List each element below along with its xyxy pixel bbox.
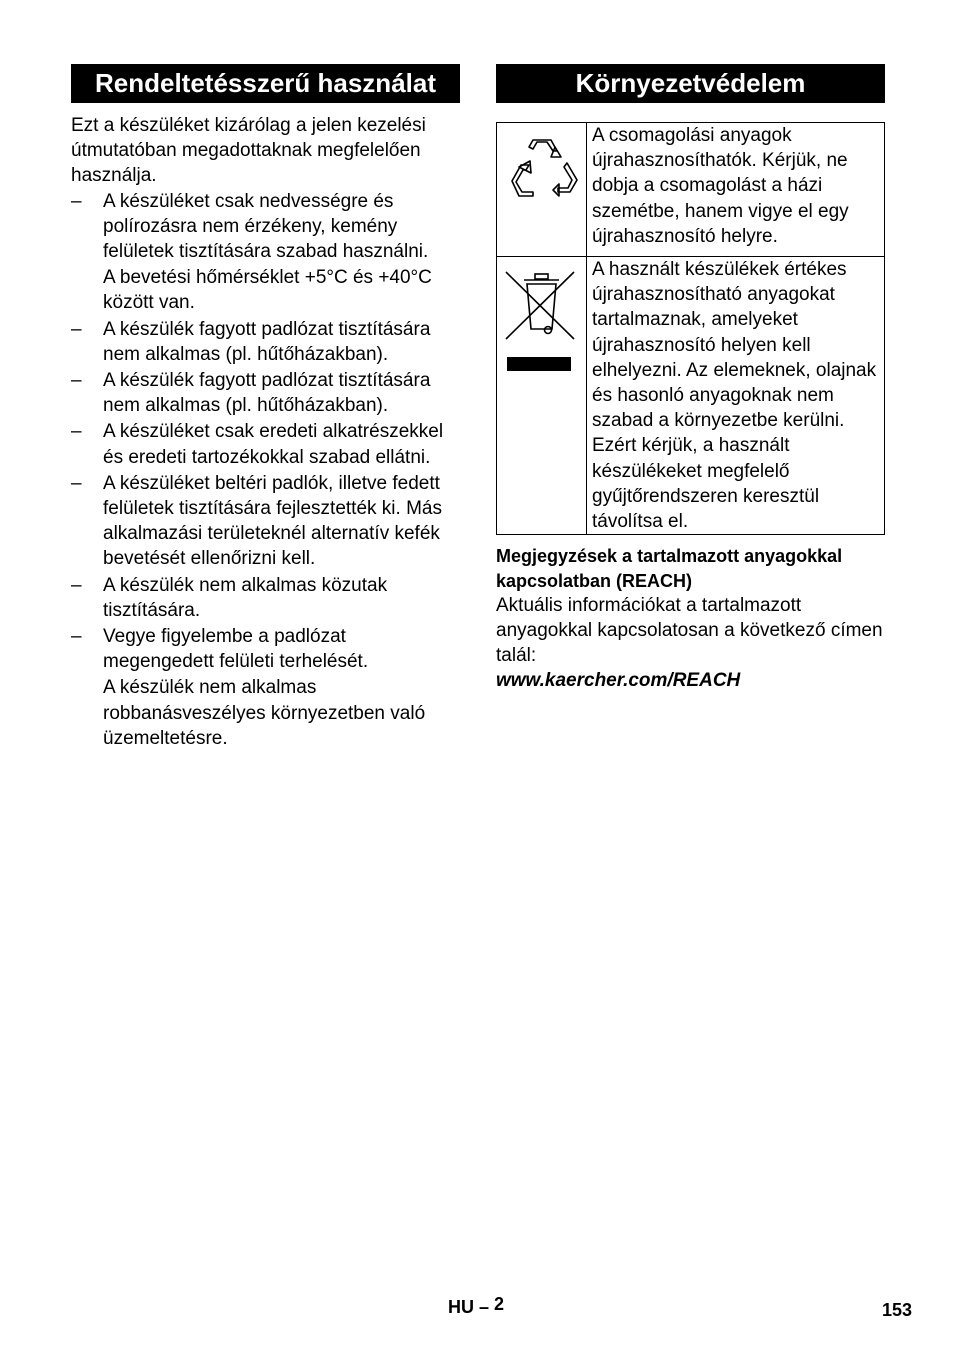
reach-note-heading: Megjegyzések a tartalmazott anyagokkal kapcsolatban (REACH): [496, 546, 843, 591]
table-row: [497, 123, 885, 257]
environment-heading: Környezetvédelem: [496, 64, 885, 103]
environment-table: [496, 122, 885, 535]
list-item: [71, 419, 460, 469]
dash-bullet: –: [71, 370, 82, 392]
table-row: [497, 257, 885, 535]
intended-use-intro: Ezt a készüléket kizárólag a jelen kezelési útmutatóban megadottaknak megfelelően használja.: [71, 115, 426, 187]
dash-bullet: –: [71, 574, 82, 596]
intended-use-section: [71, 64, 460, 751]
list-item-text: A készülék fagyott padlózat tisztítására nem alkalmas (pl. hűtőházakban).: [103, 318, 431, 365]
list-item: [71, 189, 460, 316]
list-item-text: A készüléket csak eredeti alkatrészekkel és eredeti tartozékokkal szabad ellátni.: [103, 421, 444, 468]
footer-section-page: 2: [494, 1294, 505, 1314]
icon-cell: [497, 123, 587, 257]
page-footer-section: [448, 1294, 505, 1318]
footer-dash: –: [479, 1297, 490, 1317]
list-item-text: A készülék nem alkalmas közutak tisztítására.: [103, 574, 388, 621]
list-item-subtext: A készülék nem alkalmas robbanásveszélyes környezetben való üzemeltetésre.: [103, 677, 426, 749]
list-item: [71, 624, 460, 751]
page-number: 153: [881, 1300, 912, 1320]
disposal-text: A használt készülékek értékes újrahasznosítható anyagokat tartalmaznak, amelyeket újrahasznosító helyen kell elhelyezni. Az elemeknek, olajnak és hasonló anyagoknak nem szabad a környezetbe kerülni. Ezért kérjük, a használt készülékeket megfelelő gyűjtőrendszeren keresztül távolítsa el.: [587, 257, 885, 535]
list-item: [71, 471, 460, 572]
footer-language: HU: [448, 1297, 474, 1317]
dash-bullet: –: [71, 626, 82, 648]
dash-bullet: –: [71, 472, 82, 494]
list-item: [71, 317, 460, 367]
list-item-subtext: A bevetési hőmérséklet +5°C és +40°C között van.: [103, 267, 432, 314]
dash-bullet: –: [71, 421, 82, 443]
list-item: [71, 573, 460, 623]
reach-link[interactable]: www.kaercher.com/REACH: [496, 670, 741, 692]
dash-bullet: –: [71, 190, 82, 212]
list-item-text: A készüléket csak nedvességre és polírozásra nem érzékeny, kemény felületek tisztítására szabad használni.: [103, 190, 429, 263]
list-item-text: Vegye figyelembe a padlózat megengedett felületi terhelését.: [103, 626, 369, 673]
recycling-icon: [497, 123, 586, 251]
icon-cell: [497, 257, 587, 535]
list-item-text: A készüléket beltéri padlók, illetve fedett felületek tisztítására fejlesztették ki. Más alkalmazási területeknél alternatív kefék bevetését ellenőrizni kell.: [103, 472, 442, 570]
recycling-text: A csomagolási anyagok újrahasznosíthatók. Kérjük, ne dobja a csomagolást a házi szemétbe, hanem vigye el egy újrahasznosító helyre.: [587, 123, 885, 257]
dash-bullet: –: [71, 318, 82, 340]
reach-note-body: Aktuális információkat a tartalmazott anyagokkal kapcsolatosan a következő címen talál:: [496, 595, 883, 667]
intended-use-heading: Rendeltetésszerű használat: [71, 64, 460, 103]
crossed-bin-icon: [497, 257, 586, 511]
list-item-text: A készülék fagyott padlózat tisztítására nem alkalmas (pl. hűtőházakban).: [103, 370, 431, 417]
environment-section: [496, 64, 885, 693]
list-item: [71, 368, 460, 418]
